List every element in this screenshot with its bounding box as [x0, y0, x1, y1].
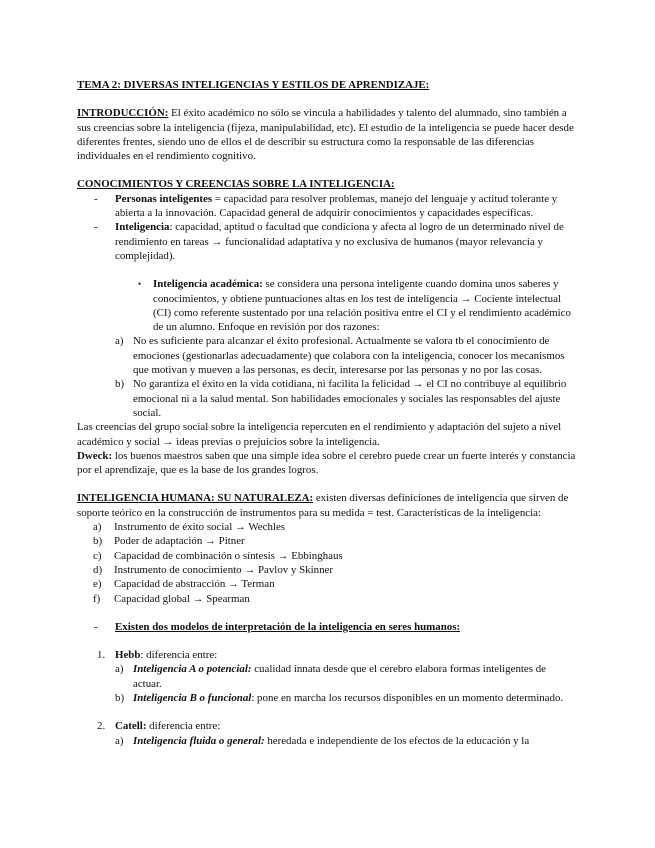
characteristic-item: [77, 520, 577, 534]
characteristic-text: Instrumento de éxito social → Wechles: [114, 521, 286, 534]
conocimientos-heading: CONOCIMIENTOS Y CREENCIAS SOBRE LA INTELIGENCIA:: [77, 178, 395, 191]
characteristic-text: Capacidad global → Spearman: [114, 592, 250, 605]
model-intro: diferencia entre:: [146, 720, 221, 733]
inteligencia-term: Inteligencia: [115, 221, 170, 234]
list-marker: a): [93, 521, 102, 534]
characteristic-item: [77, 563, 577, 577]
academica-term: Inteligencia académica:: [153, 278, 263, 291]
bullet-marker: •: [138, 279, 142, 290]
reason-item: [77, 377, 577, 420]
reason-text: No garantiza el éxito en la vida cotidiana, ni facilita la felicidad → el CI no contribuye al equilibrio emocional ni a la salud mental. Son habilidades emocionales y sociales las responsables del ajuste social.: [133, 378, 567, 419]
model-sub-item: [77, 691, 577, 705]
model-item-hebb: [77, 648, 577, 662]
personas-text: = capacidad para resolver problemas, manejo del lenguaje y actitud tolerante y abierta a la innovación. Capacidad general de adquirir conocimientos y capacidades específicas.: [115, 192, 558, 220]
reason-item: [77, 334, 577, 377]
characteristic-text: Capacidad de abstracción → Terman: [114, 578, 275, 591]
model-author: Catell:: [115, 720, 147, 733]
sub-text: cualidad innata desde que el cerebro elabora formas inteligentes de actuar.: [133, 663, 547, 690]
dash-marker: -: [94, 221, 98, 234]
number-marker: 2.: [97, 720, 106, 733]
intro-paragraph: [77, 106, 577, 163]
dash-marker: -: [94, 620, 98, 633]
list-marker: f): [93, 592, 101, 605]
sub-marker: b): [115, 691, 125, 704]
sub-text: : pone en marcha los recursos disponibles en un momento determinado.: [251, 691, 564, 704]
dash-marker: -: [94, 192, 98, 205]
model-item-catell: [77, 719, 577, 733]
sub-term: Inteligencia A o potencial:: [133, 663, 252, 676]
characteristic-item: [77, 577, 577, 591]
characteristic-item: [77, 592, 577, 606]
reason-marker: a): [115, 335, 124, 348]
list-item-personas: [77, 192, 577, 221]
modelos-heading-item: [77, 620, 577, 634]
modelos-heading: Existen dos modelos de interpretación de la inteligencia en seres humanos:: [115, 620, 461, 633]
dweck-paragraph: [77, 449, 577, 478]
list-marker: d): [93, 563, 103, 576]
sub-text: heredada e independiente de los efectos de la educación y la: [264, 734, 530, 747]
bullet-item-academica: [77, 277, 577, 334]
humana-text: existen diversas definiciones de inteligencia que sirven de soporte teórico en la construcción de instrumentos para su medida = test. Características de la inteligencia:: [77, 492, 569, 519]
sub-marker: a): [115, 663, 124, 676]
reason-text: No es suficiente para alcanzar el éxito profesional. Actualmente se valora tb el conocimiento de emociones (gestionarlas adecuadamente) que colabora con la inteligencia, conocer los mecanismos que motivan y mueven a las personas, es decir, interesarse por las personas y no por las cosas.: [133, 335, 565, 377]
humana-paragraph: [77, 491, 577, 520]
characteristic-item: [77, 549, 577, 563]
intro-text: El éxito académico no sólo se vincula a habilidades y talento del alumnado, sino también a sus creencias sobre la inteligencia (fijeza, manipulabilidad, etc). El estudio de la inteligencia se puede hacer desde diferentes frentes, siendo uno de ellos el de describir su estructura como la responsable de las diferencias individuales en el rendimiento cognitivo.: [77, 107, 574, 163]
intro-heading: INTRODUCCIÓN:: [77, 107, 169, 120]
model-sub-item: [77, 734, 577, 748]
list-marker: e): [93, 578, 102, 591]
sub-term: Inteligencia B o funcional: [133, 691, 252, 704]
list-marker: c): [93, 549, 102, 562]
characteristic-text: Poder de adaptación → Pitner: [114, 535, 245, 548]
number-marker: 1.: [97, 649, 106, 662]
characteristic-text: Capacidad de combinación o síntesis → Ebbinghaus: [114, 549, 343, 562]
document-page: [77, 78, 577, 748]
personas-term: Personas inteligentes: [115, 192, 213, 205]
humana-heading: INTELIGENCIA HUMANA: SU NATURALEZA:: [77, 492, 314, 505]
list-marker: b): [93, 535, 103, 548]
model-intro: : diferencia entre:: [140, 649, 218, 662]
academica-text: se considera una persona inteligente cuando domina unos saberes y conocimientos, y obtiene puntuaciones altas en los test de inteligencia → Cociente intelectual (CI) como referente sustentado por una relación positiva entre el CI y el rendimiento académico de un alumno. Enfoque en revisión por dos razones:: [153, 278, 571, 334]
dweck-term: Dweck:: [77, 449, 113, 462]
sub-marker: a): [115, 734, 124, 747]
sub-term: Inteligencia fluida o general:: [133, 734, 265, 747]
list-item-inteligencia: [77, 220, 577, 263]
model-author: Hebb: [115, 649, 141, 662]
reason-marker: b): [115, 378, 125, 391]
characteristic-item: [77, 534, 577, 548]
document-title: TEMA 2: DIVERSAS INTELIGENCIAS Y ESTILOS DE APRENDIZAJE:: [77, 79, 430, 91]
social-paragraph: Las creencias del grupo social sobre la inteligencia repercuten en el rendimiento y adaptación del sujeto a nivel académico y social → ideas previas o prejuicios sobre la inteligencia.: [77, 421, 562, 448]
inteligencia-text: : capacidad, aptitud o facultad que condiciona y afecta al logro de un determinado nivel de rendimiento en tareas → funcionalidad adaptativa y no exclusiva de humanos (mayor relevancia y complejidad).: [115, 221, 564, 262]
model-sub-item: [77, 662, 577, 691]
dweck-text: los buenos maestros saben que una simple idea sobre el cerebro puede crear un fuerte interés y constancia por el aprendizaje, que es la base de los grandes logros.: [77, 449, 576, 477]
characteristic-text: Instrumento de conocimiento → Pavlov y Skinner: [114, 563, 333, 576]
